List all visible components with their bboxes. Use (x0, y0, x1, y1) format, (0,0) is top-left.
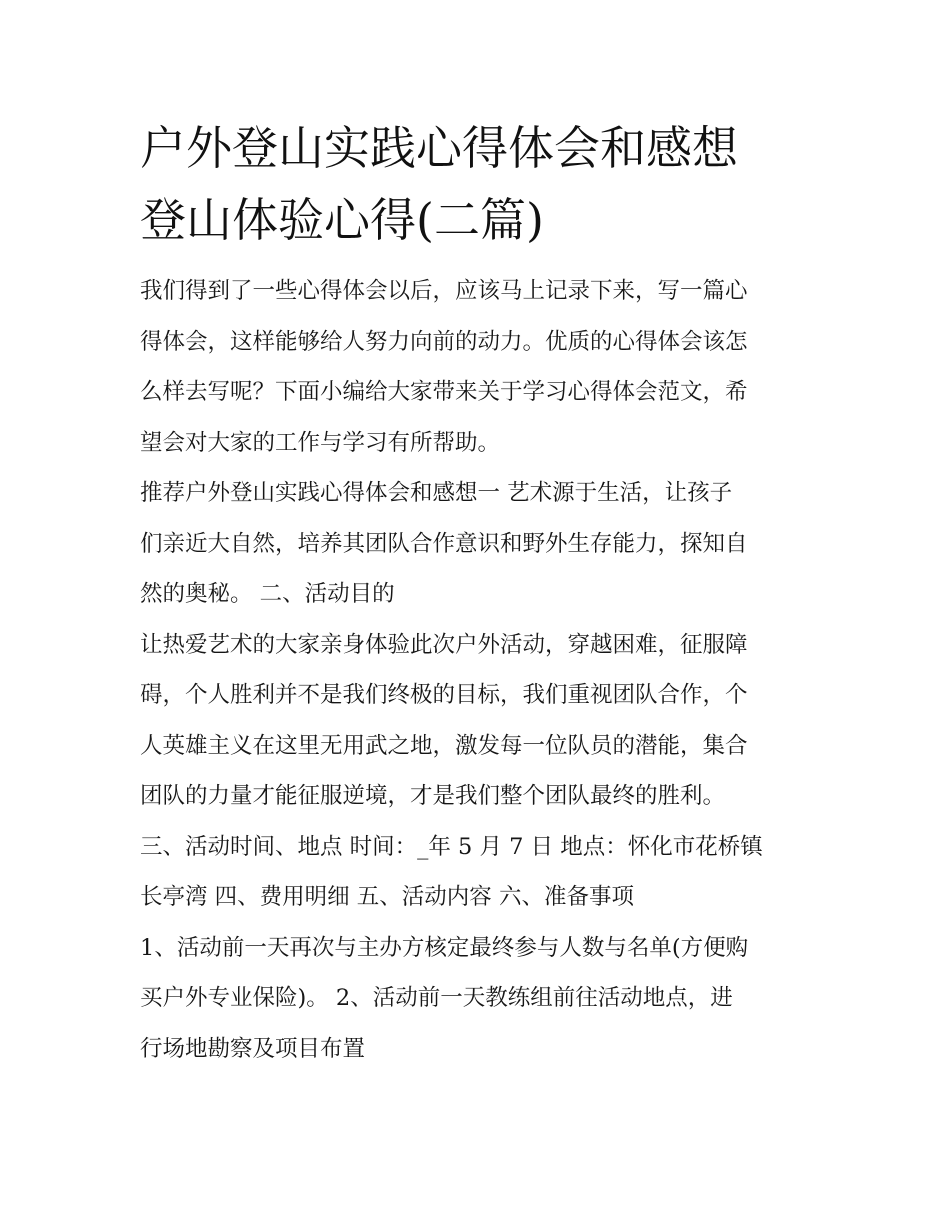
paragraph-line: 人英雄主义在这里无用武之地，激发每一位队员的潜能，集合 (140, 732, 748, 759)
paragraph-line: 1、活动前一天再次与主办方核定最终参与人数与名单(方便购 (140, 934, 749, 961)
paragraph-line: 们亲近大自然，培养其团队合作意识和野外生存能力，探知自 (140, 530, 748, 557)
title-line-1: 户外登山实践心得体会和感想 (140, 121, 738, 175)
document-title (140, 112, 812, 256)
paragraph-line: 我们得到了一些心得体会以后，应该马上记录下来，写一篇心 (140, 278, 748, 304)
title-line-2: 登山体验心得(二篇) (140, 193, 544, 247)
paragraph-line: 碍，个人胜利并不是我们终极的目标，我们重视团队合作，个 (140, 682, 748, 708)
paragraph-line: 让热爱艺术的大家亲身体验此次户外活动，穿越困难，征服障 (140, 631, 748, 658)
document-body (140, 266, 812, 1074)
paragraph-line: 买户外专业保险)。 2、活动前一天教练组前往活动地点，进 (140, 985, 733, 1011)
paragraph-line: 么样去写呢？下面小编给大家带来关于学习心得体会范文，希 (140, 379, 748, 405)
recommendation-paragraph (140, 468, 812, 620)
purpose-paragraph (140, 620, 812, 822)
time-place-paragraph (140, 822, 812, 923)
paragraph-line: 三、活动时间、地点 时间：_年 5 月 7 日 地点：怀化市花桥镇 (140, 833, 763, 860)
paragraph-line: 推荐户外登山实践心得体会和感想一 艺术源于生活，让孩子 (140, 480, 733, 506)
paragraph-line: 然的奥秘。 二、活动目的 (140, 581, 395, 607)
paragraph-line: 行场地勘察及项目布置 (140, 1035, 366, 1062)
intro-paragraph (140, 266, 812, 468)
document-content (140, 112, 812, 1074)
preparation-paragraph (140, 923, 812, 1075)
paragraph-line: 团队的力量才能征服逆境，才是我们整个团队最终的胜利。 (140, 783, 726, 809)
paragraph-line: 长亭湾 四、费用明细 五、活动内容 六、准备事项 (140, 884, 634, 910)
paragraph-line: 得体会，这样能够给人努力向前的动力。优质的心得体会该怎 (140, 328, 748, 355)
paragraph-line: 望会对大家的工作与学习有所帮助。 (140, 429, 501, 456)
